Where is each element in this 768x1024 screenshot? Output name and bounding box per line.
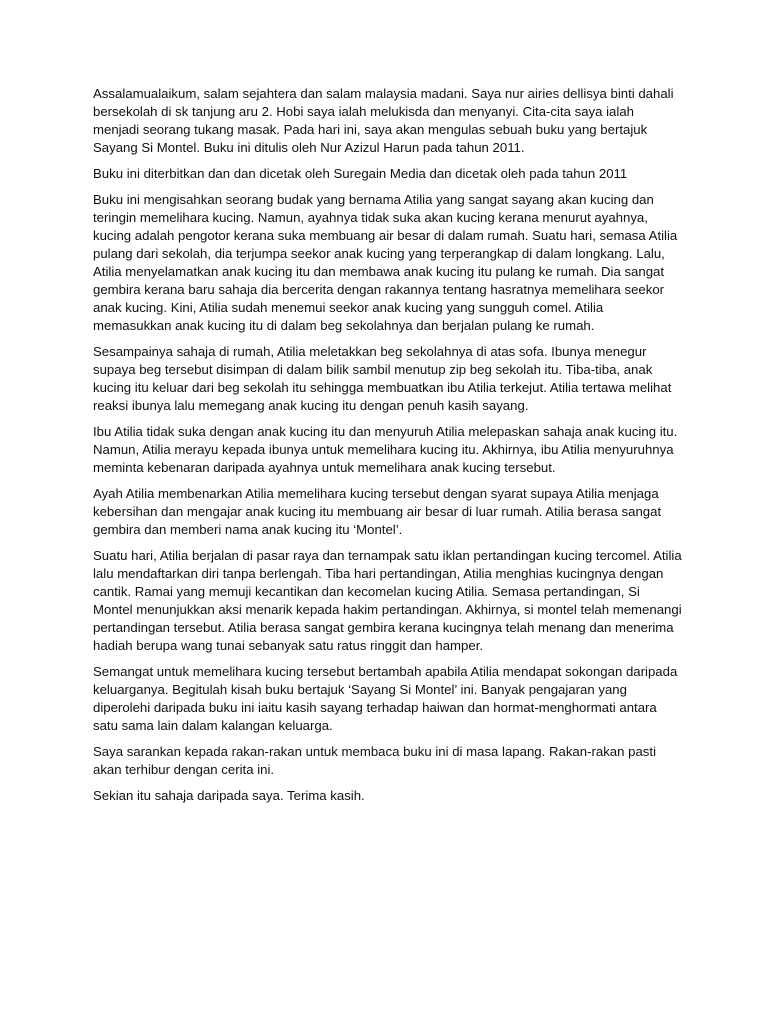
paragraph-synopsis-2: Sesampainya sahaja di rumah, Atilia meletakkan beg sekolahnya di atas sofa. Ibunya menegur supaya beg tersebut disimpan di dalam bilik sambil menutup zip beg sekolah itu. Tiba-tiba, anak kucing itu keluar dari beg sekolah itu sehingga membuatkan ibu Atilia terkejut. Atilia tertawa melihat reaksi ibunya lalu memegang anak kucing itu dengan penuh kasih sayang.: [93, 344, 672, 413]
paragraph-recommendation: Saya sarankan kepada rakan-rakan untuk membaca buku ini di masa lapang. Rakan-rakan pasti akan terhibur dengan cerita ini.: [93, 744, 656, 777]
paragraph-lesson: Semangat untuk memelihara kucing tersebut bertambah apabila Atilia mendapat sokongan daripada keluarganya. Begitulah kisah buku bertajuk ‘Sayang Si Montel’ ini. Banyak pengajaran yang diperolehi daripada buku ini iaitu kasih sayang terhadap haiwan dan hormat-menghormati antara satu sama lain dalam kalangan keluarga.: [93, 664, 678, 733]
paragraph-introduction: Assalamualaikum, salam sejahtera dan salam malaysia madani. Saya nur airies dellisya binti dahali bersekolah di sk tanjung aru 2. Hobi saya ialah melukisda dan menyanyi. Cita-cita saya ialah menjadi seorang tukang masak. Pada hari ini, saya akan mengulas sebuah buku yang bertajuk Sayang Si Montel. Buku ini ditulis oleh Nur Azizul Harun pada tahun 2011.: [93, 86, 674, 155]
document-body: [93, 85, 683, 813]
paragraph-synopsis-4: Ayah Atilia membenarkan Atilia memelihara kucing tersebut dengan syarat supaya Atilia menjaga kebersihan dan mengajar anak kucing itu membuang air besar di luar rumah. Atilia berasa sangat gembira dan memberi nama anak kucing itu ‘Montel’.: [93, 486, 662, 537]
paragraph-publisher: Buku ini diterbitkan dan dan dicetak oleh Suregain Media dan dicetak oleh pada tahun 2011: [93, 166, 628, 181]
paragraph-synopsis-5: Suatu hari, Atilia berjalan di pasar raya dan ternampak satu iklan pertandingan kucing tercomel. Atilia lalu mendaftarkan diri tanpa berlengah. Tiba hari pertandingan, Atilia menghias kucingnya dengan cantik. Ramai yang memuji kecantikan dan kecomelan kucing Atilia. Semasa pertandingan, Si Montel menunjukkan aksi menarik kepada hakim pertandingan. Akhirnya, si montel telah memenangi pertandingan tersebut. Atilia berasa sangat gembira kerana kucingnya telah menang dan menerima hadiah berupa wang tunai sebanyak satu ratus ringgit dan hamper.: [93, 548, 682, 653]
paragraph-closing: Sekian itu sahaja daripada saya. Terima kasih.: [93, 788, 365, 803]
paragraph-synopsis-3: Ibu Atilia tidak suka dengan anak kucing itu dan menyuruh Atilia melepaskan sahaja anak kucing itu. Namun, Atilia merayu kepada ibunya untuk memelihara kucing itu. Akhirnya, ibu Atilia menyuruhnya meminta kebenaran daripada ayahnya untuk memelihara anak kucing tersebut.: [93, 424, 678, 475]
paragraph-synopsis-1: Buku ini mengisahkan seorang budak yang bernama Atilia yang sangat sayang akan kucing dan teringin memelihara kucing. Namun, ayahnya tidak suka akan kucing kerana menurut ayahnya, kucing adalah pengotor kerana suka membuang air besar di dalam rumah. Suatu hari, semasa Atilia pulang dari sekolah, dia terjumpa seekor anak kucing yang terperangkap di dalam longkang. Lalu, Atilia menyelamatkan anak kucing itu dan membawa anak kucing itu pulang ke rumah. Dia sangat gembira kerana baru sahaja dia bercerita dengan rakannya tentang hasratnya memelihara seekor anak kucing. Kini, Atilia sudah menemui seekor anak kucing yang sungguh comel. Atilia memasukkan anak kucing itu di dalam beg sekolahnya dan berjalan pulang ke rumah.: [93, 192, 678, 333]
